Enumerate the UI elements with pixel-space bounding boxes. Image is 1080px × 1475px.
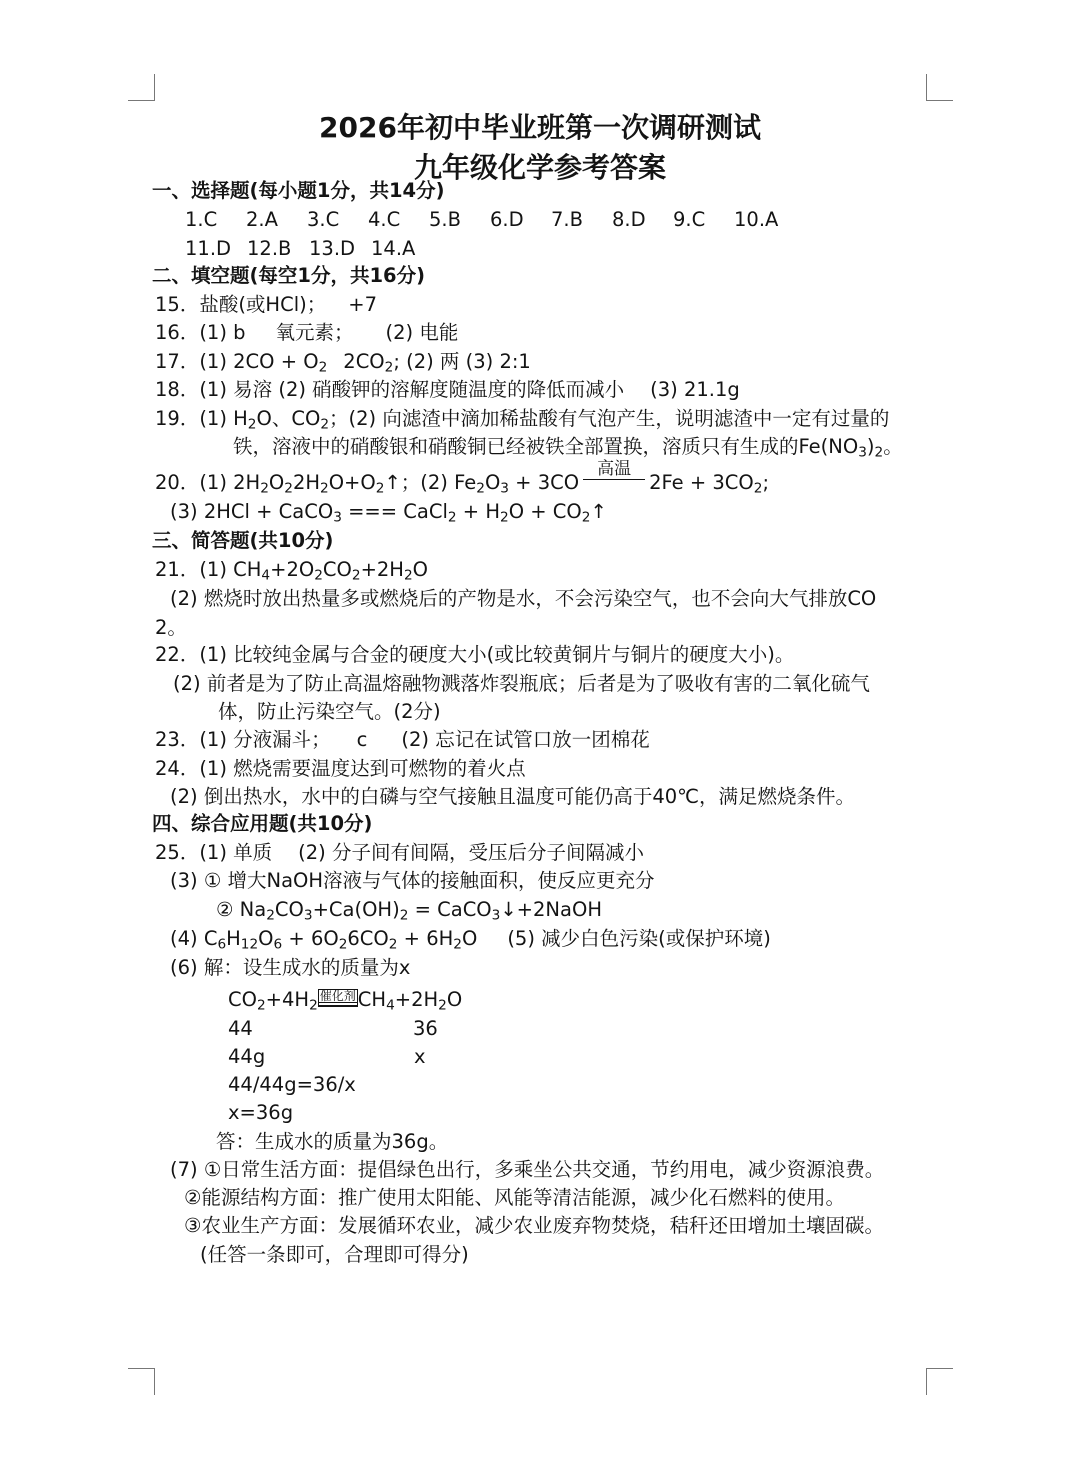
answer-q25-line5: (6) 解：设生成水的质量为x <box>170 956 411 979</box>
q19-text: 19．(1) H <box>155 407 248 430</box>
subscript: 2 <box>260 480 269 497</box>
subscript: 2 <box>338 936 348 953</box>
subscript: 6 <box>273 936 283 953</box>
answer-q22-line2: (2) 前者是为了防止高温熔融物溅落炸裂瓶底；后者是为了吸收有害的二氧化硫气 <box>173 672 870 695</box>
answer-q22-line3: 体，防止污染空气。(2分) <box>218 700 441 723</box>
crop-mark-top-right <box>926 74 953 101</box>
q16-part1b: 氧元素； <box>275 321 354 344</box>
q15-value: +7 <box>348 293 377 316</box>
subscript: 2 <box>500 509 509 526</box>
subscript: 3 <box>303 907 313 924</box>
subscript: 2 <box>318 359 328 376</box>
subscript: 2 <box>284 480 293 497</box>
calc-result: x=36g <box>228 1101 294 1124</box>
q20-text: === CaCl <box>341 500 448 523</box>
answer-q24-line2: (2) 倒出热水，水中的白磷与空气接触且温度可能仍高于40℃，满足燃烧条件。 <box>170 785 856 808</box>
q25-text: + 6H <box>397 927 454 950</box>
q15-text: 15．盐酸(或HCl)； <box>155 293 327 316</box>
q20-text: ↑ <box>590 500 607 523</box>
subscript: 2 <box>256 997 266 1014</box>
choice-answer: 11.D <box>185 237 232 260</box>
q18-value: (3) 21.1g <box>650 378 740 401</box>
q20-text: 2Fe + 3CO <box>649 471 754 494</box>
q25-text: 25．(1) 单质 <box>155 841 273 864</box>
q20-text: + H <box>456 500 500 523</box>
page-subtitle: 九年级化学参考答案 <box>413 151 666 184</box>
subscript: 3 <box>500 480 509 497</box>
answer-q22-line1: 22．(1) 比较纯金属与合金的硬度大小(或比较黄铜片与铜片的硬度大小)。 <box>155 643 795 666</box>
answer-q23 <box>155 730 650 750</box>
subscript: 2 <box>753 480 763 497</box>
choice-answer: 9.C <box>673 208 706 231</box>
answer-q25-line2: (3) ① 增大NaOH溶液与气体的接触面积，使反应更充分 <box>170 869 655 892</box>
choice-answer: 1.C <box>185 208 218 231</box>
subscript: 2 <box>581 509 591 526</box>
subscript: 2 <box>453 936 462 953</box>
q19-text: 铁，溶液中的硝酸银和硝酸铜已经被铁全部置换，溶质只有生成的Fe(NO <box>233 435 859 458</box>
answer-q15 <box>155 295 377 315</box>
q25-text: CH <box>357 988 387 1011</box>
q25-text: CO <box>228 988 257 1011</box>
q25-text: +Ca(OH) <box>312 898 400 921</box>
subscript: 3 <box>858 444 867 461</box>
choice-answer: 7.B <box>551 208 583 231</box>
section-heading-choice: 一、选择题(每小题1分，共14分) <box>152 179 445 202</box>
q20-text: O <box>484 471 501 494</box>
q25-text: 6CO <box>347 927 389 950</box>
q25-text: +4H <box>265 988 310 1011</box>
q25-text: H <box>226 927 241 950</box>
subscript: 2 <box>375 480 385 497</box>
q25-text: +2H <box>394 988 439 1011</box>
q16-part2: (2) 电能 <box>385 321 459 344</box>
q25-text: ↓+2NaOH <box>500 898 602 921</box>
q20-text: + 3CO <box>508 471 580 494</box>
q25-text: (4) C <box>170 927 218 950</box>
q16-part1: 16．(1) b <box>155 321 246 344</box>
answer-q19-line1 <box>155 409 889 432</box>
answer-q25-part7-line1: (7) ①日常生活方面：提倡绿色出行，多乘坐公共交通，节约用电，减少资源浪费。 <box>170 1158 885 1181</box>
answer-q25-line4 <box>170 929 771 952</box>
q25-text: (2) 分子间有间隔，受压后分子间隔减小 <box>298 841 644 864</box>
subscript: 3 <box>333 509 342 526</box>
equals-bar <box>583 479 645 480</box>
q19-text: 。 <box>883 435 903 458</box>
choice-answers-row1 <box>185 210 795 230</box>
crop-mark-bottom-right <box>926 1368 953 1395</box>
answer-q20-line2 <box>170 502 607 525</box>
reaction-condition <box>583 459 645 480</box>
subscript: 2 <box>447 509 457 526</box>
q20-text: O+O <box>328 471 376 494</box>
q21-text: CO <box>322 558 352 581</box>
subscript: 2 <box>320 416 329 433</box>
choice-answer: 6.D <box>490 208 524 231</box>
subscript: 2 <box>384 359 394 376</box>
subscript: 4 <box>386 997 395 1014</box>
answer-q20-line1 <box>155 459 770 497</box>
calc-mass-ratio-left: 44 <box>228 1017 253 1040</box>
answer-q24-line1: 24．(1) 燃烧需要温度达到可燃物的着火点 <box>155 757 526 780</box>
answer-q25-note: (任答一条即可，合理即可得分) <box>200 1243 469 1266</box>
subscript: 3 <box>491 907 501 924</box>
choice-answer: 5.B <box>429 208 461 231</box>
calc-proportion: 44/44g=36/x <box>228 1073 356 1096</box>
choice-answer: 14.A <box>371 237 416 260</box>
q21-text: +2O <box>270 558 315 581</box>
q19-text: O、CO <box>256 407 321 430</box>
q23-text: (2) 忘记在试管口放一团棉花 <box>401 728 650 751</box>
q19-text: ) <box>866 435 875 458</box>
answer-q25-part7-line2: ②能源结构方面：推广使用太阳能、风能等清洁能源，减少化石燃料的使用。 <box>184 1186 845 1209</box>
q25-text: O <box>446 988 463 1011</box>
section-heading-fill: 二、填空题(每空1分，共16分) <box>152 264 426 287</box>
q25-text: = CaCO <box>408 898 492 921</box>
calc-actual-left: 44g <box>228 1045 266 1068</box>
choice-answer: 8.D <box>612 208 646 231</box>
answer-q25-line3 <box>216 900 602 923</box>
choice-answer: 12.B <box>247 237 292 260</box>
q20-text: ; <box>762 471 770 494</box>
q20-text: ↑；(2) Fe <box>384 471 477 494</box>
q20-text: O + CO <box>508 500 582 523</box>
choice-answer: 10.A <box>734 208 779 231</box>
answer-q21-line3: 2。 <box>155 616 187 639</box>
q21-text: O <box>412 558 429 581</box>
answer-q17 <box>155 352 531 375</box>
answer-q16 <box>155 323 458 343</box>
answer-q25-part7-line3: ③农业生产方面：发展循环农业，减少农业废弃物焚烧，秸秆还田增加土壤固碳。 <box>184 1214 884 1237</box>
choice-answers-row2 <box>185 239 432 259</box>
q20-text: (3) 2HCl + CaCO <box>170 500 334 523</box>
q21-text: +2H <box>360 558 404 581</box>
subscript: 2 <box>874 444 884 461</box>
q23-text: c <box>356 728 368 751</box>
choice-answer: 13.D <box>309 237 356 260</box>
q20-text: 20．(1) 2H <box>155 471 261 494</box>
answer-q18 <box>155 380 740 400</box>
q20-text: O <box>268 471 285 494</box>
subscript: 2 <box>309 997 318 1014</box>
crop-mark-bottom-left <box>128 1368 155 1395</box>
q17-text: 2CO <box>343 350 385 373</box>
section-heading-short: 三、简答题(共10分) <box>152 529 334 552</box>
choice-answer: 2.A <box>246 208 278 231</box>
page-title: 2026年初中毕业班第一次调研测试 <box>319 111 761 144</box>
subscript: 12 <box>240 936 259 953</box>
subscript: 2 <box>247 416 257 433</box>
answer-q25-equation <box>228 990 462 1013</box>
subscript: 2 <box>388 936 398 953</box>
q25-text: ② Na <box>216 898 267 921</box>
calc-mass-ratio-right: 36 <box>413 1017 438 1040</box>
answer-q21-line1 <box>155 560 428 583</box>
choice-answer: 3.C <box>307 208 340 231</box>
q21-text: 21．(1) CH <box>155 558 262 581</box>
q25-text: + 6O <box>282 927 339 950</box>
answer-q19-line2 <box>233 437 903 460</box>
q20-text: 2H <box>292 471 321 494</box>
crop-mark-top-left <box>128 74 155 101</box>
q19-text: ；(2) 向滤渣中滴加稀盐酸有气泡产生，说明滤渣中一定有过量的 <box>329 407 890 430</box>
subscript: 2 <box>403 567 413 584</box>
q25-text: (5) 减少白色污染(或保护环境) <box>507 927 771 950</box>
subscript: 2 <box>476 480 485 497</box>
q25-text: CO <box>274 898 304 921</box>
subscript: 2 <box>314 567 323 584</box>
q17-text: 17．(1) 2CO + O <box>155 350 319 373</box>
calc-actual-right: x <box>414 1045 426 1068</box>
catalyst-condition: 催化剂 <box>319 989 356 1003</box>
condition-label: 高温 <box>597 459 632 479</box>
subscript: 4 <box>261 567 271 584</box>
subscript: 2 <box>351 567 361 584</box>
choice-answer: 4.C <box>368 208 401 231</box>
q25-text: O <box>258 927 274 950</box>
q23-text: 23．(1) 分液漏斗； <box>155 728 331 751</box>
q17-text: ; (2) 两 (3) 2:1 <box>393 350 531 373</box>
subscript: 2 <box>399 907 409 924</box>
subscript: 2 <box>438 997 447 1014</box>
q25-text: O <box>461 927 478 950</box>
answer-q25-line1 <box>155 843 644 863</box>
q18-text: 18．(1) 易溶 (2) 硝酸钾的溶解度随温度的降低而减小 <box>155 378 625 401</box>
subscript: 2 <box>266 907 275 924</box>
subscript: 6 <box>217 936 227 953</box>
subscript: 2 <box>320 480 329 497</box>
section-heading-applied: 四、综合应用题(共10分) <box>152 812 373 835</box>
calc-answer: 答：生成水的质量为36g。 <box>216 1130 449 1153</box>
answer-q21-line2: (2) 燃烧时放出热量多或燃烧后的产物是水，不会污染空气，也不会向大气排放CO <box>170 587 877 610</box>
